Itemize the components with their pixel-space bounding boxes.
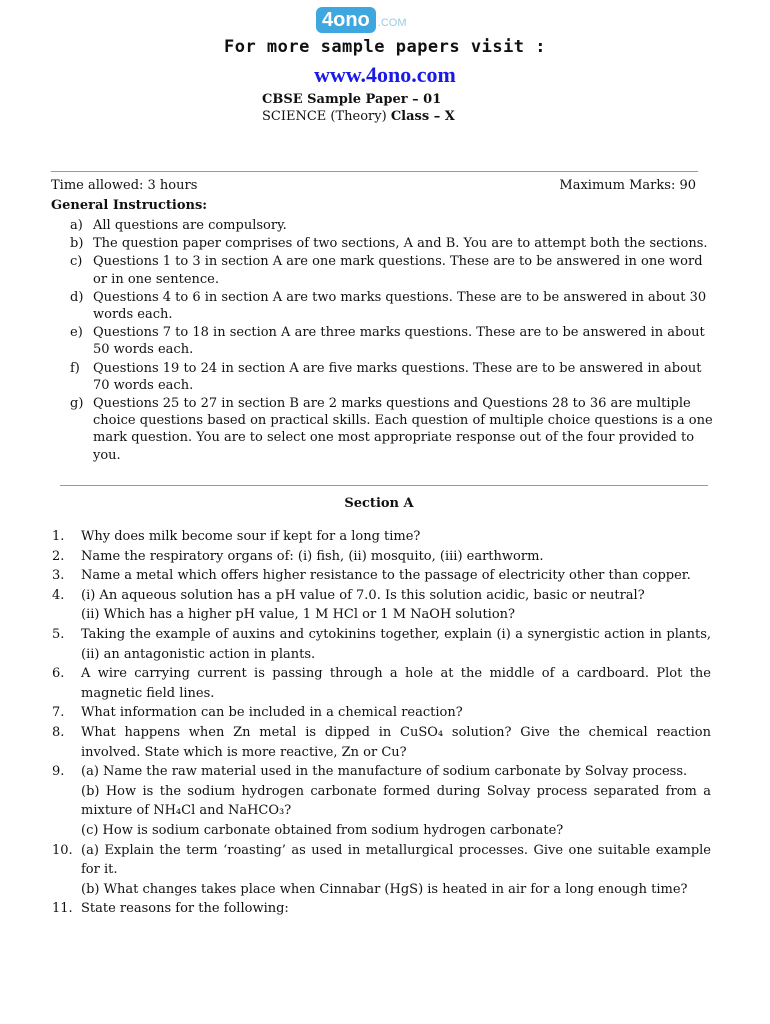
instruction-label: a)	[70, 218, 83, 233]
question-text	[81, 723, 711, 762]
logo-suffix: .COM	[377, 17, 407, 29]
question-item	[52, 899, 711, 919]
question-item	[52, 762, 711, 840]
question-text	[81, 664, 711, 703]
question-line: (c) How is sodium carbonate obtained from sodium hydrogen carbonate?	[81, 822, 564, 838]
site-logo	[316, 6, 407, 34]
question-number: 4.	[52, 587, 65, 603]
instruction-label: d)	[70, 289, 84, 305]
question-item	[52, 586, 711, 625]
question-number: 10.	[52, 842, 73, 858]
question-line: A wire carrying current is passing through a hole at the middle of a cardboard. Plot the magnetic field lines.	[81, 666, 711, 701]
paper-class: Class – X	[390, 109, 455, 124]
question-line: What happens when Zn metal is dipped in CuSO₄ solution? Give the chemical reaction involved. State which is more reactive, Zn or Cu?	[81, 724, 711, 760]
question-number: 3.	[52, 568, 65, 584]
question-text	[81, 625, 711, 664]
instructions-heading: General Instructions:	[51, 198, 208, 213]
paper-subtitle	[262, 109, 455, 124]
question-text	[81, 527, 711, 547]
divider-top	[51, 171, 698, 172]
question-number: 8.	[52, 724, 65, 740]
instruction-label: g)	[70, 396, 84, 412]
instruction-text: All questions are compulsory.	[93, 218, 287, 233]
question-line: (i) An aqueous solution has a pH value of 7.0. Is this solution acidic, basic or neutral?	[81, 587, 645, 603]
instruction-text: Questions 1 to 3 in section A are one mark questions. These are to be answered in one word or in one sentence.	[93, 254, 703, 287]
question-number: 11.	[52, 901, 73, 917]
question-number: 5.	[52, 626, 65, 642]
time-allowed: Time allowed: 3 hours	[51, 178, 198, 193]
instruction-label: f)	[70, 360, 80, 376]
question-line: State reasons for the following:	[81, 901, 289, 917]
instruction-item	[52, 324, 714, 358]
question-line: Name a metal which offers higher resistance to the passage of electricity other than copper.	[81, 568, 691, 584]
instruction-text: Questions 4 to 6 in section A are two marks questions. These are to be answered in about 30 words each.	[93, 289, 707, 323]
question-number: 1.	[52, 529, 65, 544]
question-number: 9.	[52, 764, 65, 780]
instruction-text: The question paper comprises of two sections, A and B. You are to attempt both the sections.	[93, 236, 708, 252]
question-text	[81, 841, 711, 900]
instruction-text: Questions 7 to 18 in section A are three marks questions. These are to be answered in about 50 words each.	[93, 325, 705, 358]
instruction-item	[52, 217, 714, 234]
question-number: 2.	[52, 548, 65, 564]
question-item	[52, 527, 711, 547]
question-line: (a) Explain the term ‘roasting’ as used in metallurgical processes. Give one suitable example for it.	[81, 842, 711, 878]
question-text	[81, 586, 711, 625]
instruction-item	[52, 253, 714, 287]
question-line: (a) Name the raw material used in the manufacture of sodium carbonate by Solvay process.	[81, 764, 688, 780]
question-text	[81, 762, 711, 840]
instruction-label: b)	[70, 236, 84, 252]
instruction-label: c)	[70, 254, 83, 270]
question-line: (b) What changes takes place when Cinnabar (HgS) is heated in air for a long enough time?	[81, 881, 688, 897]
question-text	[81, 566, 711, 586]
question-number: 6.	[52, 666, 65, 682]
promo-text: For more sample papers visit :	[223, 37, 547, 57]
divider-section	[60, 485, 708, 486]
section-title: Section A	[344, 496, 414, 511]
question-item	[52, 625, 711, 664]
question-item	[52, 841, 711, 900]
question-line: Why does milk become sour if kept for a long time?	[81, 529, 421, 544]
question-line: Taking the example of auxins and cytokinins together, explain (i) a synergistic action in plants, (ii) an antagonistic action in plants.	[81, 626, 711, 662]
question-line: What information can be included in a chemical reaction?	[81, 705, 463, 721]
question-number: 7.	[52, 705, 65, 721]
instruction-text: Questions 19 to 24 in section A are five marks questions. These are to be answered in about 70 words each.	[93, 360, 702, 393]
maximum-marks: Maximum Marks: 90	[559, 178, 696, 193]
logo-mark: 4ono	[316, 7, 376, 33]
website-link[interactable]: www.4ono.com	[314, 62, 456, 87]
question-item	[52, 547, 711, 567]
question-text	[81, 899, 711, 919]
instruction-label: e)	[70, 325, 83, 341]
instruction-text: Questions 25 to 27 in section B are 2 marks questions and Questions 28 to 36 are multiple choice questions based on practical skills. Each question of multiple choice questions is a one mark question. You are to select one most appropriate response out of the four provided to you.	[93, 396, 713, 463]
instruction-item	[52, 289, 714, 323]
instruction-item	[52, 360, 714, 394]
question-item	[52, 664, 711, 703]
question-text	[81, 547, 711, 567]
instructions-list	[52, 217, 714, 465]
question-line: (ii) Which has a higher pH value, 1 M HCl or 1 M NaOH solution?	[81, 607, 515, 623]
instruction-item	[52, 395, 714, 464]
question-item	[52, 723, 711, 762]
question-line: (b) How is the sodium hydrogen carbonate formed during Solvay process separated from a mixture of NH₄Cl and NaHCO₃?	[81, 783, 711, 819]
paper-subject: SCIENCE (Theory)	[262, 109, 387, 124]
question-item	[52, 703, 711, 723]
question-line: Name the respiratory organs of: (i) fish, (ii) mosquito, (iii) earthworm.	[81, 548, 544, 564]
instruction-item	[52, 235, 714, 252]
question-item	[52, 566, 711, 586]
question-text	[81, 703, 711, 723]
question-list	[52, 527, 711, 919]
paper-title: CBSE Sample Paper – 01	[262, 92, 442, 107]
